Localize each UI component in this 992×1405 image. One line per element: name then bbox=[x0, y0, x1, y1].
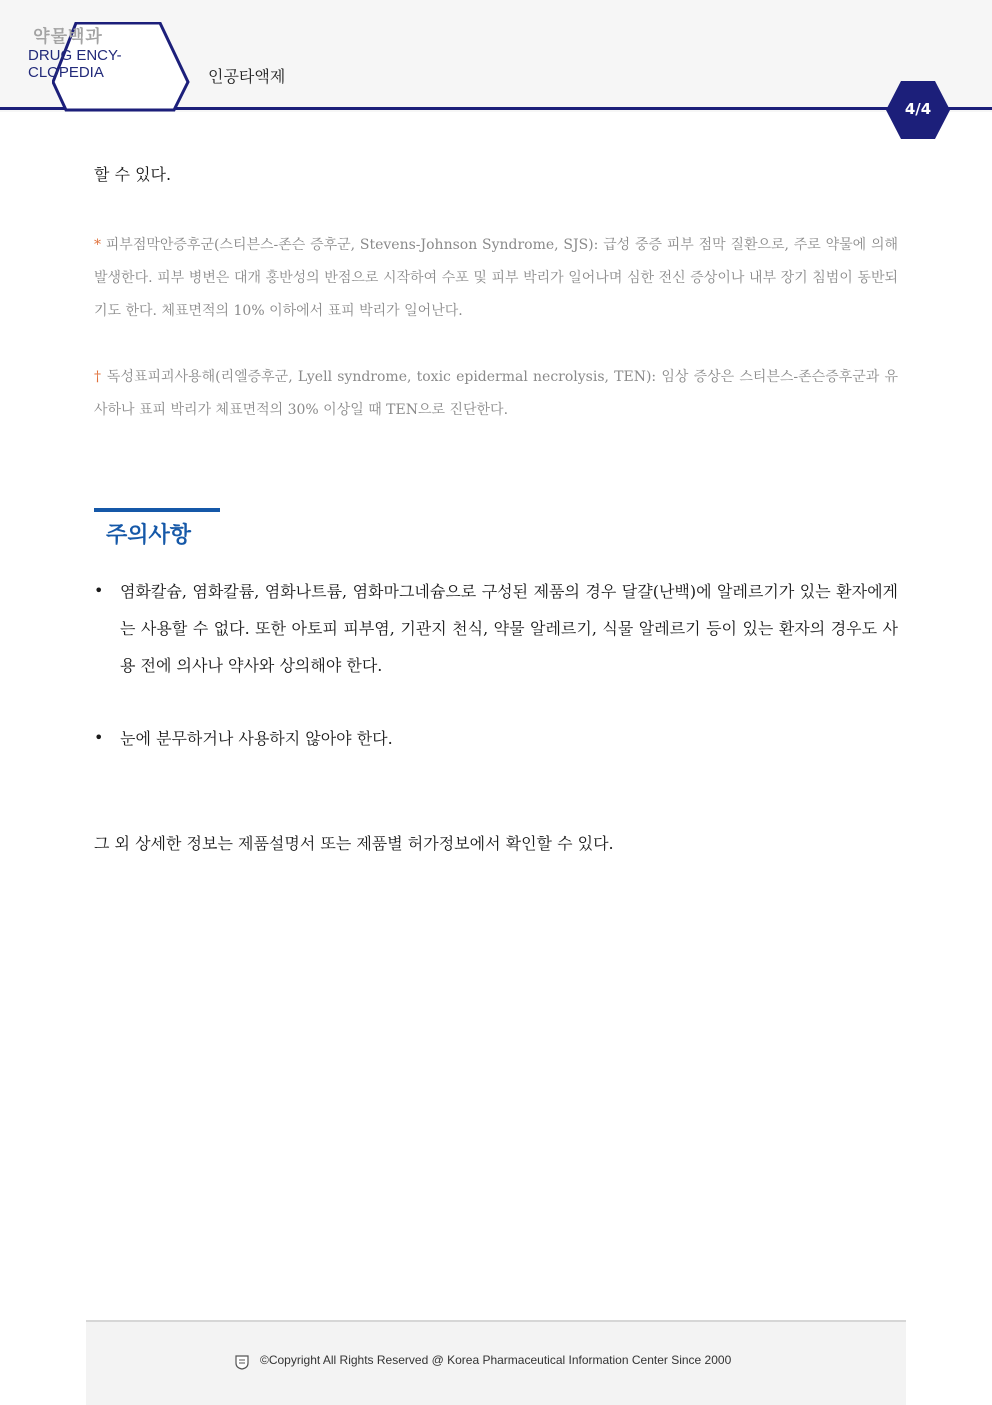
section-accent-bar bbox=[94, 508, 220, 512]
footnote-ten-text: 독성표피괴사용해(리엘증후군, Lyell syndrome, toxic epidermal necrolysis, TEN): 임상 증상은 스티븐스-존슨증후군과 유사하나 표피 박리가 체표면적의 30% 이상일 때 TEN으로 진단한다. bbox=[94, 369, 899, 418]
logo-title-ko: 약물백과 bbox=[33, 27, 103, 47]
logo-title-en: DRUG ENCY- CLOPEDIA bbox=[28, 47, 122, 81]
copyright-text: ©Copyright All Rights Reserved @ Korea Pharmaceutical Information Center Since 2000 bbox=[260, 1353, 732, 1367]
section-title-precautions: 주의사항 bbox=[106, 523, 192, 548]
page-number: 4/4 bbox=[904, 100, 932, 118]
bullet-point: • bbox=[94, 728, 104, 747]
footnote-asterisk: * bbox=[94, 237, 101, 253]
footnote-sjs bbox=[94, 229, 898, 328]
footnote-dagger: † bbox=[94, 369, 102, 385]
footnote-ten bbox=[94, 361, 898, 427]
closing-text: 그 외 상세한 정보는 제품설명서 또는 제품별 허가정보에서 확인할 수 있다. bbox=[94, 834, 614, 853]
bullet-point: • bbox=[94, 581, 104, 600]
kpic-emblem-icon bbox=[234, 1354, 250, 1370]
continuation-text: 할 수 있다. bbox=[94, 165, 172, 184]
bullet-item-eyes: 눈에 분무하거나 사용하지 않아야 한다. bbox=[120, 729, 393, 748]
footnote-sjs-text: 피부점막안증후군(스티븐스-존슨 증후군, Stevens-Johnson Syndrome, SJS): 급성 중증 피부 점막 질환으로, 주로 약물에 의해 발생한다. 피부 병변은 대개 홍반성의 반점으로 시작하여 수포 및 피부 박리가 일어나며 심한 전신 증상이나 내부 장기 침범이 동반되기도 한다. 체표면적의 10% 이하에서 표피 박리가 일어난다. bbox=[94, 237, 898, 319]
bullet-item-allergy: 염화칼슘, 염화칼륨, 염화나트륨, 염화마그네슘으로 구성된 제품의 경우 달걀(난백)에 알레르기가 있는 환자에게는 사용할 수 없다. 또한 아토피 피부염, 기관지 천식, 약물 알레르기, 식물 알레르기 등이 있는 환자의 경우도 사용 전에 의사나 약사와 상의해야 한다. bbox=[120, 582, 898, 675]
document-title: 인공타액제 bbox=[208, 67, 286, 86]
